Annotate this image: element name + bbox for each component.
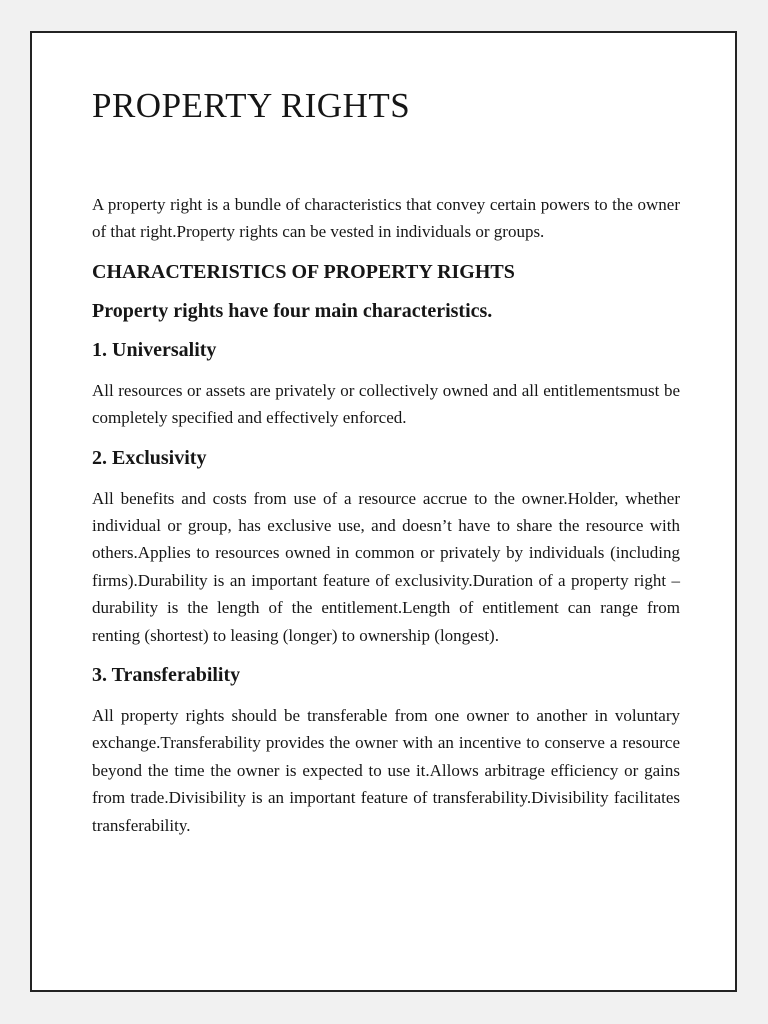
- characteristics-heading: CHARACTERISTICS OF PROPERTY RIGHTS: [92, 260, 515, 283]
- section-body-transferability: All property rights should be transferable from one owner to another in voluntary exchange.Transferability provides the owner with an incentive to conserve a resource beyond the time the owner is expected to use it.Allows arbitrage efficiency or gains from trade.Divisibility is an important feature of transferability.Divisibility facilitates transferability.: [92, 706, 680, 835]
- section-heading-universality: 1. Universality: [92, 338, 217, 361]
- section-body-universality: All resources or assets are privately or collectively owned and all entitlementsmust be completely specified and effectively enforced.: [92, 380, 680, 428]
- document-title: PROPERTY RIGHTS: [92, 86, 411, 125]
- document-page: [30, 31, 737, 992]
- intro-paragraph: A property right is a bundle of characteristics that convey certain powers to the owner of that right.Property rights can be vested in individuals or groups.: [92, 195, 680, 242]
- four-characteristics-subheading: Property rights have four main characteristics.: [92, 299, 493, 322]
- section-heading-exclusivity: 2. Exclusivity: [92, 446, 207, 469]
- section-body-exclusivity: All benefits and costs from use of a resource accrue to the owner.Holder, whether individual or group, has exclusive use, and doesn’t have to share the resource with others.Applies to resources owned in common or privately by individuals (including firms).Durability is an important feature of exclusivity.Duration of a property right – durability is the length of the entitlement.Length of entitlement can range from renting (shortest) to leasing (longer) to ownership (longest).: [92, 488, 680, 645]
- section-heading-transferability: 3. Transferability: [92, 664, 241, 687]
